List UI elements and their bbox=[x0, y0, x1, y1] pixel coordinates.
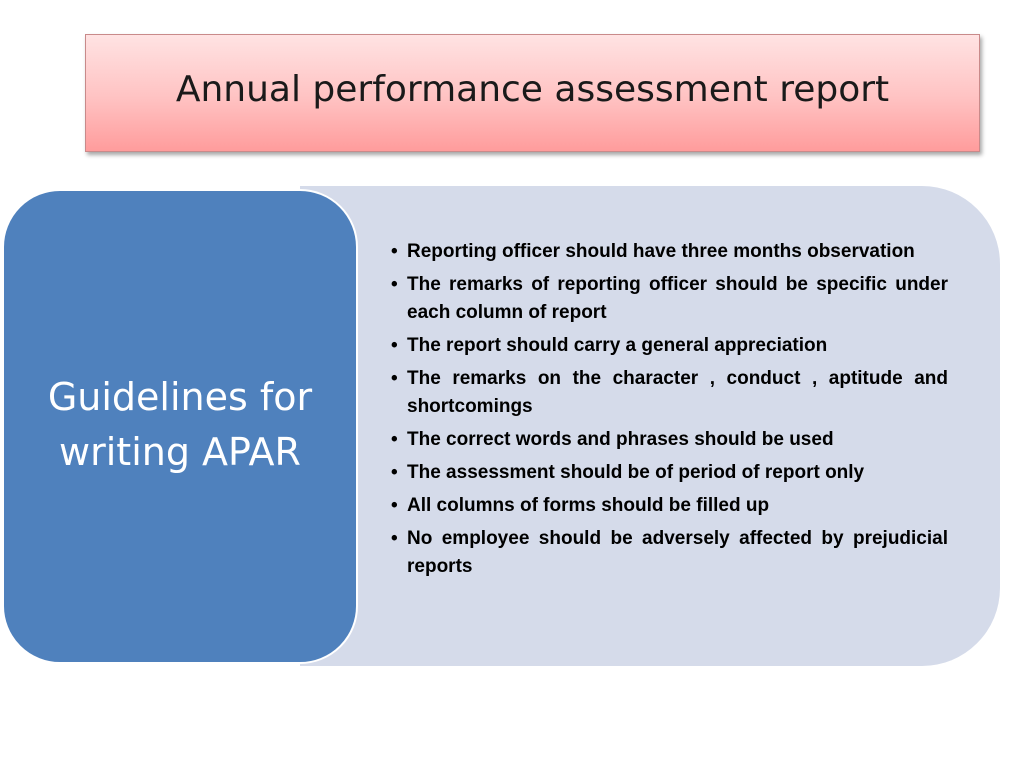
guidelines-list bbox=[390, 238, 948, 586]
bullet-icon: • bbox=[391, 241, 398, 262]
list-item-text: Reporting officer should have three months observation bbox=[407, 241, 915, 262]
bullet-icon: • bbox=[391, 429, 398, 450]
bullet-icon: • bbox=[391, 274, 398, 295]
bullet-icon: • bbox=[391, 368, 398, 389]
list-item-text: No employee should be adversely affected by prejudicial reports bbox=[407, 528, 948, 577]
bullet-icon: • bbox=[391, 335, 398, 356]
list-item-text: The assessment should be of period of report only bbox=[407, 462, 865, 483]
list-item bbox=[390, 525, 948, 581]
bullet-icon: • bbox=[391, 462, 398, 483]
guidelines-label: Guidelines for writing APAR bbox=[47, 374, 313, 474]
list-item-text: The correct words and phrases should be used bbox=[407, 429, 834, 450]
list-item-text: The remarks on the character , conduct , aptitude and shortcomings bbox=[407, 368, 948, 417]
list-item-text: All columns of forms should be filled up bbox=[407, 495, 770, 516]
slide-title: Annual performance assessment report bbox=[175, 68, 890, 110]
list-item bbox=[390, 426, 948, 454]
guidelines-label-panel bbox=[2, 189, 358, 664]
list-item bbox=[390, 238, 948, 266]
title-banner bbox=[85, 34, 980, 152]
list-item bbox=[390, 492, 948, 520]
list-item bbox=[390, 332, 948, 360]
list-item-text: The remarks of reporting officer should be specific under each column of report bbox=[407, 274, 948, 323]
list-item-text: The report should carry a general appreciation bbox=[407, 335, 828, 356]
bullet-icon: • bbox=[391, 495, 398, 516]
list-item bbox=[390, 271, 948, 327]
list-item bbox=[390, 459, 948, 487]
list-item bbox=[390, 365, 948, 421]
bullet-icon: • bbox=[391, 528, 398, 549]
